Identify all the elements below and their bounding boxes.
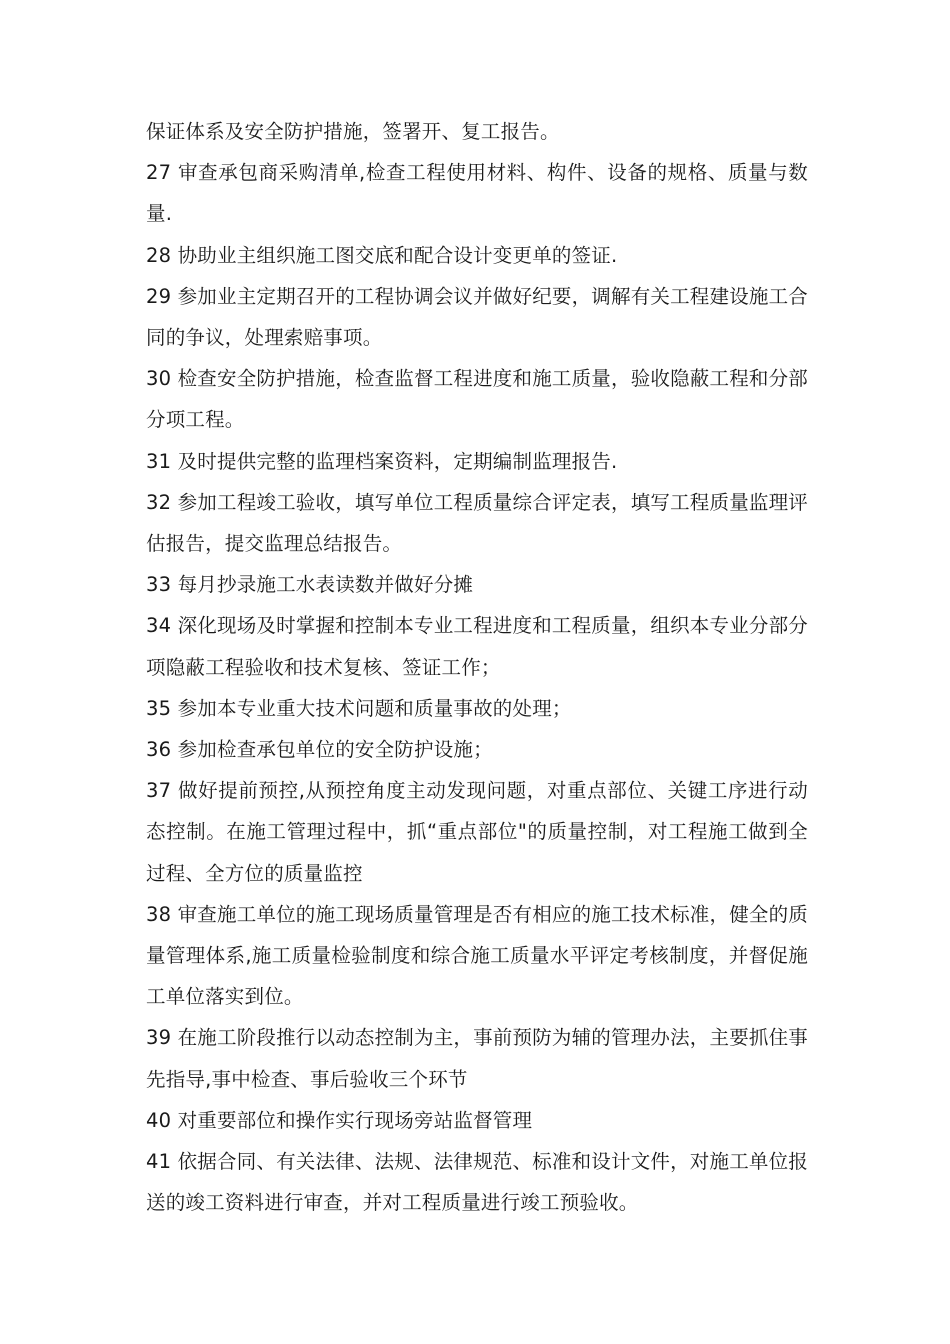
paragraph-item-37: 37 做好提前预控,从预控角度主动发现问题，对重点部位、关键工序进行动态控制。在施工管理过程中，抓“重点部位"的质量控制，对工程施工做到全过程、全方位的质量监控 (146, 779, 808, 885)
paragraph-item-33: 33 每月抄录施工水表读数并做好分摊 (146, 573, 474, 597)
paragraph-item-29: 29 参加业主定期召开的工程协调会议并做好纪要，调解有关工程建设施工合同的争议，处理索赔事项。 (146, 284, 809, 350)
paragraph-item-38: 38 审查施工单位的施工现场质量管理是否有相应的施工技术标准，健全的质量管理体系,施工质量检验制度和综合施工质量水平评定考核制度，并督促施工单位落实到位。 (146, 902, 809, 1009)
document-body (146, 111, 808, 1223)
paragraph-item-31: 31 及时提供完整的监理档案资料，定期编制监理报告. (146, 449, 618, 473)
paragraph-continuation: 保证体系及安全防护措施，签署开、复工报告。 (146, 120, 560, 143)
paragraph-item-35: 35 参加本专业重大技术问题和质量事故的处理； (146, 696, 572, 720)
paragraph-item-30: 30 检查安全防护措施，检查监督工程进度和施工质量，验收隐蔽工程和分部分项工程。 (146, 367, 809, 432)
paragraph-item-32: 32 参加工程竣工验收，填写单位工程质量综合评定表，填写工程质量监理评估报告，提交监理总结报告。 (146, 490, 809, 556)
paragraph-item-41: 41 依据合同、有关法律、法规、法律规范、标准和设计文件，对施工单位报送的竣工资料进行审查，并对工程质量进行竣工预验收。 (146, 1150, 809, 1215)
paragraph-item-34: 34 深化现场及时掌握和控制本专业工程进度和工程质量，组织本专业分部分项隐蔽工程验收和技术复核、签证工作； (146, 614, 809, 679)
paragraph-item-28: 28 协助业主组织施工图交底和配合设计变更单的签证. (146, 243, 618, 267)
paragraph-item-36: 36 参加检查承包单位的安全防护设施； (146, 738, 493, 762)
paragraph-item-39: 39 在施工阶段推行以动态控制为主，事前预防为辅的管理办法，主要抓住事先指导,事中检查、事后验收三个环节 (146, 1026, 809, 1091)
paragraph-item-40: 40 对重要部位和操作实行现场旁站监督管理 (146, 1108, 533, 1132)
paragraph-item-27: 27 审查承包商采购清单,检查工程使用材料、构件、设备的规格、质量与数量. (146, 161, 808, 226)
